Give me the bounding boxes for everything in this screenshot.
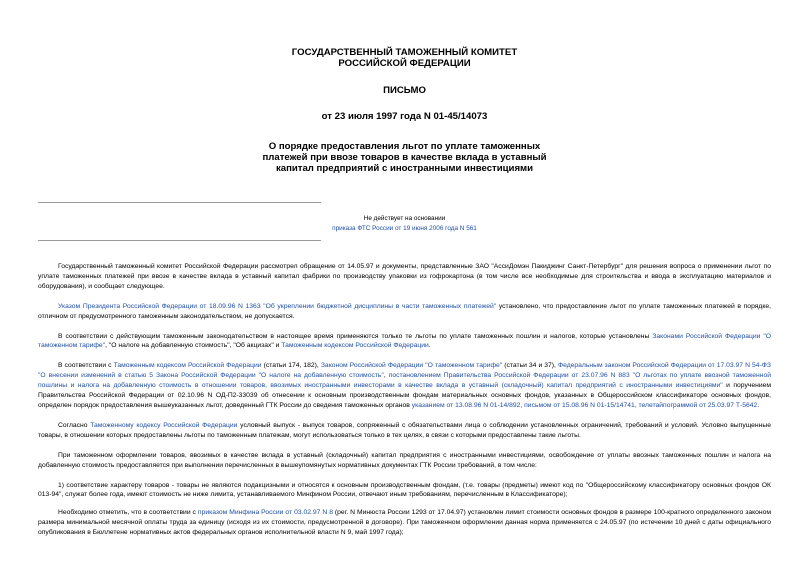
paragraph-4 <box>38 361 771 411</box>
issuer-line-1: ГОСУДАРСТВЕННЫЙ ТАМОЖЕННЫЙ КОМИТЕТ <box>291 47 518 58</box>
paragraph-3-text-3: . <box>428 342 431 350</box>
document <box>38 0 771 548</box>
paragraph-4-text-4: , <box>383 372 389 380</box>
paragraph-4-text-5: и поручением Правительства Российской Федерации от 02.10.96 N ОД-П2-33039 об отнесении к основным производственным фондам материальных основных фондов, указанных в Общероссийском классификаторе основных фондов, определен порядок предоставления вышеуказанных льгот, доведенный ГТК России до сведения таможенных органов <box>38 382 772 409</box>
paragraph-4-text-6: . <box>757 401 760 409</box>
paragraph-3-text-1: В соответствии с действующим таможенным законодательством в настоящее время применяются только те льготы по уплате таможенных пошлин и налогов, которые установлены <box>58 332 653 340</box>
paragraph-2-text: установлено, что предоставление льгот по уплате таможенных платежей в порядке, отличном от предусмотренного таможенным законодательством, не допускается. <box>38 302 771 320</box>
validity-status-block <box>38 202 771 244</box>
paragraph-4-text-3: (статьи 34 и 37), <box>502 362 558 370</box>
link-presidential-decree[interactable]: Указом Президента Российской Федерации от 18.09.96 N 1363 "Об укреплении бюджетной дисциплины в части таможенных платежей" <box>58 302 497 310</box>
link-government-resolution-883[interactable]: постановлением Правительства Российской Федерации от 23.07.96 N 883 "О льготах по уплате ввозной таможенной пошлины и налога на добавленную стоимость в отношении товаров, ввозимых иностранными инвесторами в качестве вклада в уставный (складочный) капитал предприятий с иностранными инвестициями" <box>38 372 771 390</box>
paragraph-6 <box>38 451 771 471</box>
paragraph-1 <box>38 262 771 292</box>
paragraph-4-text-1: В соответствии с <box>58 362 114 370</box>
link-minfin-order-8[interactable]: приказом Минфина России от 03.02.97 N 8 <box>197 509 333 517</box>
paragraph-8-text-1: Необходимо отметить, что в соответствии с <box>58 509 198 517</box>
link-customs-code-3[interactable]: Таможенному кодексу Российской Федерации <box>90 421 238 429</box>
link-customs-tariff-law[interactable]: Законом Российской Федерации "О таможенном тарифе" <box>320 362 503 370</box>
paragraph-7 <box>38 481 771 501</box>
link-gtk-instructions[interactable]: указанием от 13.08.96 N 01-14/892, письмом от 15.08.96 N 01-15/14741, телетайпограммой от 25.03.97 Т-5642 <box>411 401 758 409</box>
subject-line-3: капитал предприятий с иностранными инвестициями <box>275 163 534 174</box>
paragraph-4-text-2: (статьи 174, 182), <box>261 362 321 370</box>
document-subject <box>38 141 771 174</box>
paragraph-3-text-2: , "О налоге на добавленную стоимость", "Об акцизах" и <box>105 342 282 350</box>
paragraph-2 <box>38 302 771 322</box>
link-customs-code[interactable]: Таможенным кодексом Российской Федерации <box>281 342 429 350</box>
subject-line-1: О порядке предоставления льгот по уплате таможенных <box>268 141 541 152</box>
paragraph-5-text-1: Согласно <box>58 421 91 429</box>
paragraph-3 <box>38 332 771 352</box>
paragraph-6-text: При таможенном оформлении товаров, ввозимых в качестве вклада в уставный (складочный) капитал предприятия с иностранными инвестициями, освобождение от уплаты ввозных таможенных пошлин и налога на добавленную стоимость предоставляется при выполнении перечисленных в вышеупомянутых нормативных документах ГТК России требований, в том числе: <box>38 451 771 469</box>
paragraph-5-text-2: условный выпуск - выпуск товаров, сопряженный с обязательствами лица о соблюдении установленных ограничений, требований и условий. Условно выпущенные товары, в отношении которых предоставлены льготы по таможенным платежам, могут использоваться только в тех целях, в связи с которыми предоставлены такие льготы. <box>38 421 771 439</box>
link-federal-law-54fz[interactable]: Федеральным законом Российской Федерации от 17.03.97 N 54-ФЗ "О внесении изменений в статью 5 Закона Российской Федерации "О налоге на добавленную стоимость" <box>38 362 771 380</box>
paragraph-8-text-2: (рег. N Минюста России 1293 от 17.04.97) установлен лимит стоимости основных фондов в размере 100-кратного определенного законом размера минимальной месячной оплаты труда за единицу (исходя из их стоимости, предусмотренной в договоре). При таможенном оформлении данная норма применяется с 24.05.97 (по истечении 10 дней с даты официального опубликования в Бюллетене нормативных актов федеральных органов исполнительной власти N 9, май 1997 года); <box>38 509 771 537</box>
paragraph-8 <box>38 508 771 538</box>
issuer-heading <box>38 47 771 69</box>
document-body <box>38 262 771 538</box>
paragraph-7-text: 1) соответствие характеру товаров - товары не являются подакцизными и относятся к основным производственным фондам, (т.е. товары (предметы) имеют код по "Общероссийскому классификатору основных фондов ОК 013-94", служат более года, имеют стоимость не ниже лимита, устанавливаемого Минфином России, отвечают иным требованиям, перечисленным в Классификаторе); <box>38 481 771 499</box>
document-date-number: от 23 июля 1997 года N 01-45/14073 <box>321 111 488 122</box>
validity-status <box>38 214 771 234</box>
subject-line-2: платежей при ввозе товаров в качестве вклада в уставный <box>262 152 547 163</box>
document-type: ПИСЬМО <box>383 85 426 96</box>
paragraph-5 <box>38 421 771 441</box>
status-divider-top <box>38 202 321 203</box>
link-customs-tariff-laws[interactable]: Законами Российской Федерации "О таможенном тарифе" <box>38 332 771 350</box>
status-text: Не действует на основании <box>363 215 446 222</box>
link-customs-code-2[interactable]: Таможенным кодексом Российской Федерации <box>113 362 262 370</box>
issuer-line-2: РОССИЙСКОЙ ФЕДЕРАЦИИ <box>338 58 471 69</box>
paragraph-1-text: Государственный таможенный комитет Российской Федерации рассмотрел обращение от 14.05.97 и документы, представленные ЗАО "АссиДомэн Пакиджинг Санкт-Петербург" для решения вопроса о применении льгот по уплате таможенных платежей при ввозе в качестве вклада в уставный капитал фабрики по производству упаковки из гофрокартона (в том числе все необходимые для строительства и ввода в эксплуатацию материалов и оборудования), и сообщает следующее. <box>38 263 771 290</box>
status-divider-bottom <box>38 240 321 241</box>
status-link[interactable]: приказа ФТС России от 19 июня 2006 года N 561 <box>332 225 477 232</box>
